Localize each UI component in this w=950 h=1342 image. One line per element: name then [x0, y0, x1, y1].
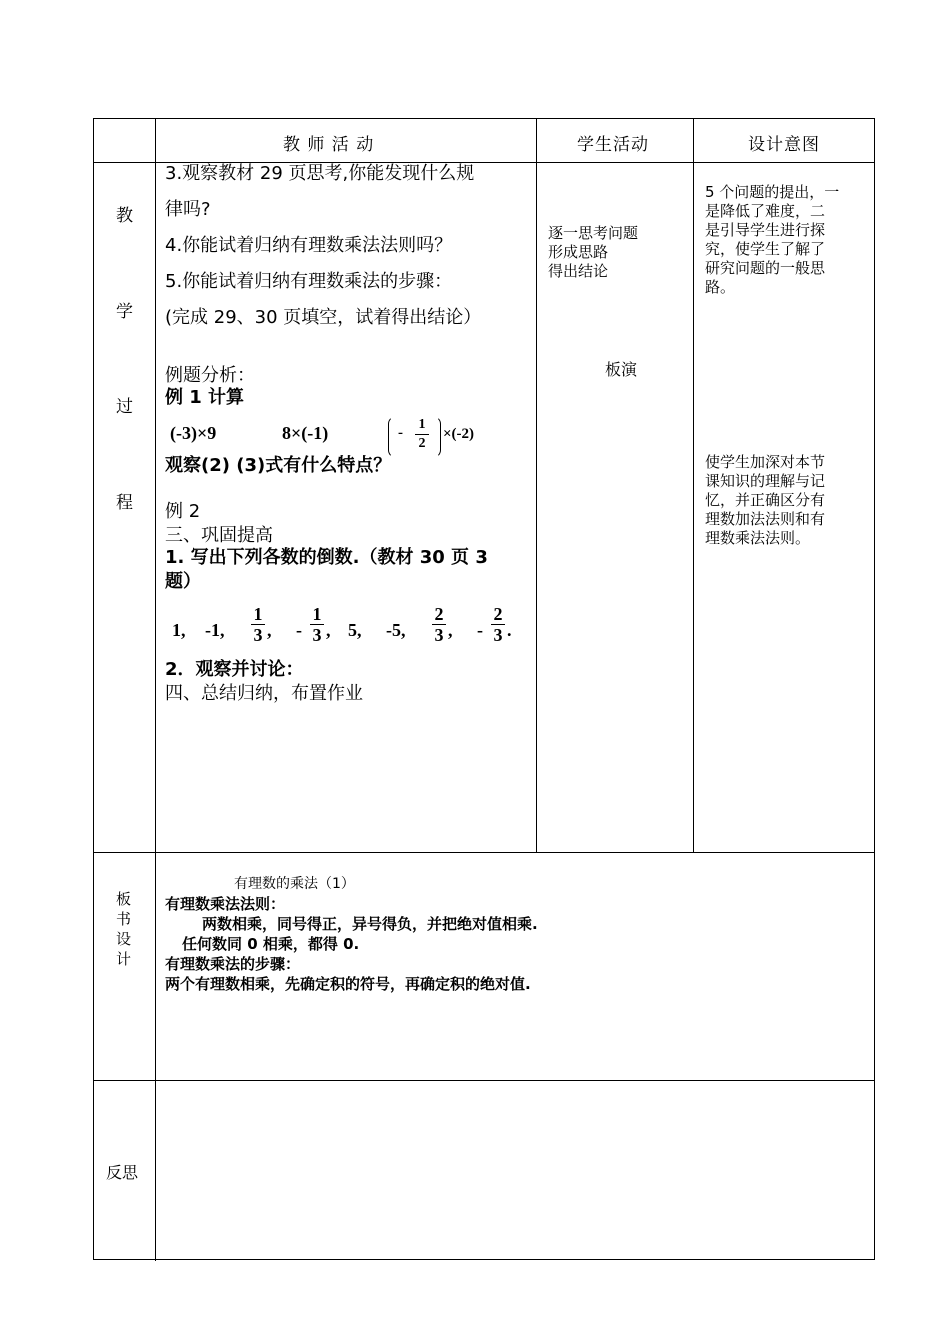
board-steps-heading: 有理数乘法的步骤： — [165, 955, 301, 973]
header-teacher-activity: 教 师 活 动 — [283, 135, 375, 155]
board-title: 有理数的乘法（1） — [234, 876, 355, 892]
fraction-numerator: 1 — [253, 604, 263, 624]
reciprocal-item: 1, — [172, 620, 186, 640]
question-3-line2: 律吗? — [165, 199, 211, 220]
example-analysis-heading: 例题分析： — [165, 365, 255, 386]
reciprocal-sign: - — [477, 620, 483, 640]
reciprocal-item: -5, — [386, 620, 406, 640]
fraction-numerator: 2 — [493, 604, 503, 624]
fraction-denominator: 2 — [418, 436, 426, 451]
reciprocal-fraction — [490, 604, 506, 645]
board-steps-text: 两个有理数相乘，先确定积的符号，再确定积的绝对值. — [165, 975, 531, 993]
reflection-label: 反思 — [106, 1163, 139, 1182]
task-2: 2．观察并讨论： — [165, 659, 304, 680]
design-intent-line: 5 个问题的提出，一 — [705, 183, 840, 201]
fraction-denominator: 3 — [434, 625, 444, 645]
section-3-heading: 三、巩固提高 — [165, 525, 273, 546]
fraction-denominator: 3 — [493, 625, 503, 645]
question-5: 5.你能试着归纳有理数乘法的步骤： — [165, 271, 453, 292]
process-side-char: 教 — [116, 206, 133, 226]
task-1-line2: 题） — [165, 571, 201, 592]
student-activity-line: 形成思路 — [548, 243, 609, 261]
reciprocal-fraction — [309, 604, 325, 645]
student-activity-line: 逐一思考问题 — [548, 224, 639, 242]
board-side-char: 计 — [116, 950, 132, 968]
reciprocal-separator: , — [448, 620, 453, 640]
process-side-char: 程 — [116, 493, 133, 513]
header-design-intent: 设计意图 — [748, 135, 820, 155]
board-side-char: 板 — [116, 890, 132, 908]
reciprocal-item: -1, — [205, 620, 225, 640]
board-side-char: 设 — [116, 930, 132, 948]
observe-question: 观察(2) (3)式有什么特点？ — [165, 455, 392, 476]
row-divider — [94, 852, 874, 853]
expression-3-minus: - — [398, 425, 403, 441]
student-activity-line: 得出结论 — [548, 262, 609, 280]
question-4: 4.你能试着归纳有理数乘法法则吗？ — [165, 235, 453, 256]
board-practice-label: 板演 — [605, 360, 638, 379]
column-divider — [693, 119, 694, 852]
reciprocal-separator: , — [267, 620, 272, 640]
fraction-denominator: 3 — [253, 625, 263, 645]
fraction-numerator: 1 — [418, 417, 426, 432]
design-intent-line: 课知识的理解与记 — [705, 472, 826, 490]
board-side-char: 书 — [116, 910, 132, 928]
fraction-numerator: 1 — [312, 604, 322, 624]
header-student-activity: 学生活动 — [577, 135, 649, 155]
reciprocal-separator: . — [507, 620, 512, 640]
design-intent-line: 研究问题的一般思 — [705, 259, 826, 277]
expression-2: 8×(-1) — [282, 423, 329, 443]
design-intent-line: 路。 — [705, 278, 736, 296]
question-3-line1: 3.观察教材 29 页思考,你能发现什么规 — [165, 163, 475, 184]
design-intent-line: 忆，并正确区分有 — [705, 491, 826, 509]
row-divider — [94, 1080, 874, 1081]
reciprocal-separator: , — [326, 620, 331, 640]
design-intent-line: 是降低了难度，二 — [705, 202, 826, 220]
column-divider — [536, 119, 537, 852]
expression-1: (-3)×9 — [170, 423, 217, 443]
fraction-numerator: 2 — [434, 604, 444, 624]
board-rule-2: 任何数同 0 相乘，都得 0. — [182, 935, 360, 953]
reciprocal-sign: - — [296, 620, 302, 640]
reciprocal-fraction — [431, 604, 447, 645]
design-intent-line: 究，使学生了解了 — [705, 240, 826, 258]
expression-3-tail: ×(-2) — [443, 426, 475, 442]
example-2-heading: 例 2 — [165, 501, 201, 522]
example-1-heading: 例 1 计算 — [165, 387, 245, 408]
design-intent-line: 使学生加深对本节 — [705, 453, 826, 471]
process-side-char: 学 — [116, 302, 133, 322]
column-divider — [155, 119, 156, 1261]
board-rule-heading: 有理数乘法法则： — [165, 895, 286, 913]
board-rule-1: 两数相乘，同号得正，异号得负，并把绝对值相乘. — [202, 915, 538, 933]
design-intent-line: 理数乘法法则。 — [705, 529, 811, 547]
design-intent-line: 理数加法法则和有 — [705, 510, 826, 528]
reciprocal-item: 5, — [348, 620, 362, 640]
task-1-line1: 1. 写出下列各数的倒数.（教材 30 页 3 — [165, 547, 488, 568]
reciprocal-fraction — [250, 604, 266, 645]
right-paren — [422, 416, 441, 458]
process-side-char: 过 — [116, 397, 133, 417]
section-4-heading: 四、总结归纳，布置作业 — [165, 683, 363, 704]
fill-in-instruction: (完成 29、30 页填空，试着得出结论） — [165, 307, 482, 328]
design-intent-line: 是引导学生进行探 — [705, 221, 826, 239]
fraction-denominator: 3 — [312, 625, 322, 645]
